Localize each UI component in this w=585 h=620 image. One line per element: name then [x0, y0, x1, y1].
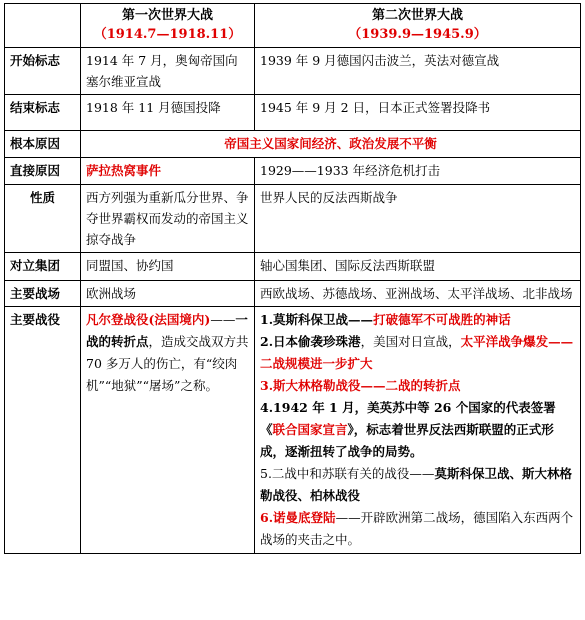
ww2-battle-4-c: 》，标志着世界反法西斯联盟的正式形成，逐渐扭转了战争的局势。: [260, 422, 554, 459]
ww1-title: 第一次世界大战: [121, 8, 213, 23]
ww2-battle-4: [260, 397, 575, 463]
ww2-battle-5: [260, 463, 575, 507]
corner-cell: [5, 4, 81, 48]
row-label-root: 根本原因: [5, 131, 81, 158]
row-label-direct: 直接原因: [5, 158, 81, 185]
row-label-nature: 性质: [5, 185, 81, 253]
row-theater: [5, 281, 581, 307]
row-root: [5, 131, 581, 158]
ww1-turning-point: 一战的转折点: [86, 312, 248, 349]
ww2-battle-4-declaration: 联合国家宣言: [272, 422, 348, 437]
row-end: [5, 95, 581, 131]
ww2-header: [255, 4, 581, 48]
ww2-blocs: 轴心国集团、国际反法西斯联盟: [255, 253, 581, 281]
ww2-battle-2-sig: 太平洋战争爆发——二战规模进一步扩大: [260, 334, 574, 371]
ww1-dash: ——: [210, 312, 236, 327]
row-direct: [5, 158, 581, 185]
ww2-battle-3: 3.斯大林格勒战役——二战的转折点: [260, 378, 461, 393]
ww2-theater: 西欧战场、苏德战场、亚洲战场、太平洋战场、北非战场: [255, 281, 581, 307]
ww2-start: 1939 年 9 月德国闪击波兰，英法对德宣战: [255, 48, 581, 95]
row-label-battles: 主要战役: [5, 307, 81, 554]
ww1-direct: 萨拉热窝事件: [81, 158, 255, 185]
row-label-end: 结束标志: [5, 95, 81, 131]
ww1-blocs: 同盟国、协约国: [81, 253, 255, 281]
row-blocs: [5, 253, 581, 281]
ww2-battle-4-a: 4.1942 年 1 月，美英苏中等 26 个国家的代表签署《: [260, 400, 556, 437]
ww1-dates: （1914.7—1918.11）: [93, 27, 242, 42]
ww2-battle-2-mid: ，美国对日宣战，: [360, 334, 461, 349]
ww1-end: 1918 年 11 月德国投降: [81, 95, 255, 131]
row-label-blocs: 对立集团: [5, 253, 81, 281]
ww1-verdun-desc: ，造成交战双方共 70 多万人的伤亡，有“绞肉机”“地狱”“屠场”之称。: [86, 334, 249, 393]
row-label-theater: 主要战场: [5, 281, 81, 307]
ww2-nature: 世界人民的反法西斯战争: [255, 185, 581, 253]
ww1-battles: [81, 307, 255, 554]
ww2-battle-2: [260, 331, 575, 375]
ww2-battles: [255, 307, 581, 554]
ww1-nature: 西方列强为重新瓜分世界、争夺世界霸权而发动的帝国主义掠夺战争: [81, 185, 255, 253]
ww2-battle-6-name: 6.诺曼底登陆: [260, 510, 336, 525]
row-battles: [5, 307, 581, 554]
root-cause: 帝国主义国家间经济、政治发展不平衡: [81, 131, 581, 158]
ww2-battle-5-b: 莫斯科保卫战、斯大林格勒战役、柏林战役: [260, 466, 572, 503]
ww1-theater: 欧洲战场: [81, 281, 255, 307]
ww-comparison-table: [4, 3, 581, 554]
row-label-start: 开始标志: [5, 48, 81, 95]
header-row: [5, 4, 581, 48]
ww2-title: 第二次世界大战: [371, 8, 463, 23]
ww2-battle-1-sig: 打破德军不可战胜的神话: [373, 312, 511, 327]
row-nature: [5, 185, 581, 253]
row-start: [5, 48, 581, 95]
ww2-battle-6: [260, 507, 575, 551]
ww2-battle-5-a: 5.二战中和苏联有关的战役——: [260, 466, 435, 481]
ww2-battle-6-desc: ——开辟欧洲第二战场，德国陷入东西两个战场的夹击之中。: [260, 510, 574, 547]
ww2-battle-1-name: 1.莫斯科保卫战——: [260, 312, 374, 327]
ww2-direct: 1929——1933 年经济危机打击: [255, 158, 581, 185]
ww2-battle-2-name: 2.日本偷袭珍珠港: [260, 334, 361, 349]
ww1-start: 1914 年 7 月，奥匈帝国向塞尔维亚宣战: [81, 48, 255, 95]
ww2-end: 1945 年 9 月 2 日，日本正式签署投降书: [255, 95, 581, 131]
ww1-verdun: 凡尔登战役(法国境内): [86, 312, 211, 327]
ww2-battle-1: [260, 309, 575, 331]
ww1-header: [81, 4, 255, 48]
ww2-dates: （1939.9—1945.9）: [348, 27, 487, 42]
